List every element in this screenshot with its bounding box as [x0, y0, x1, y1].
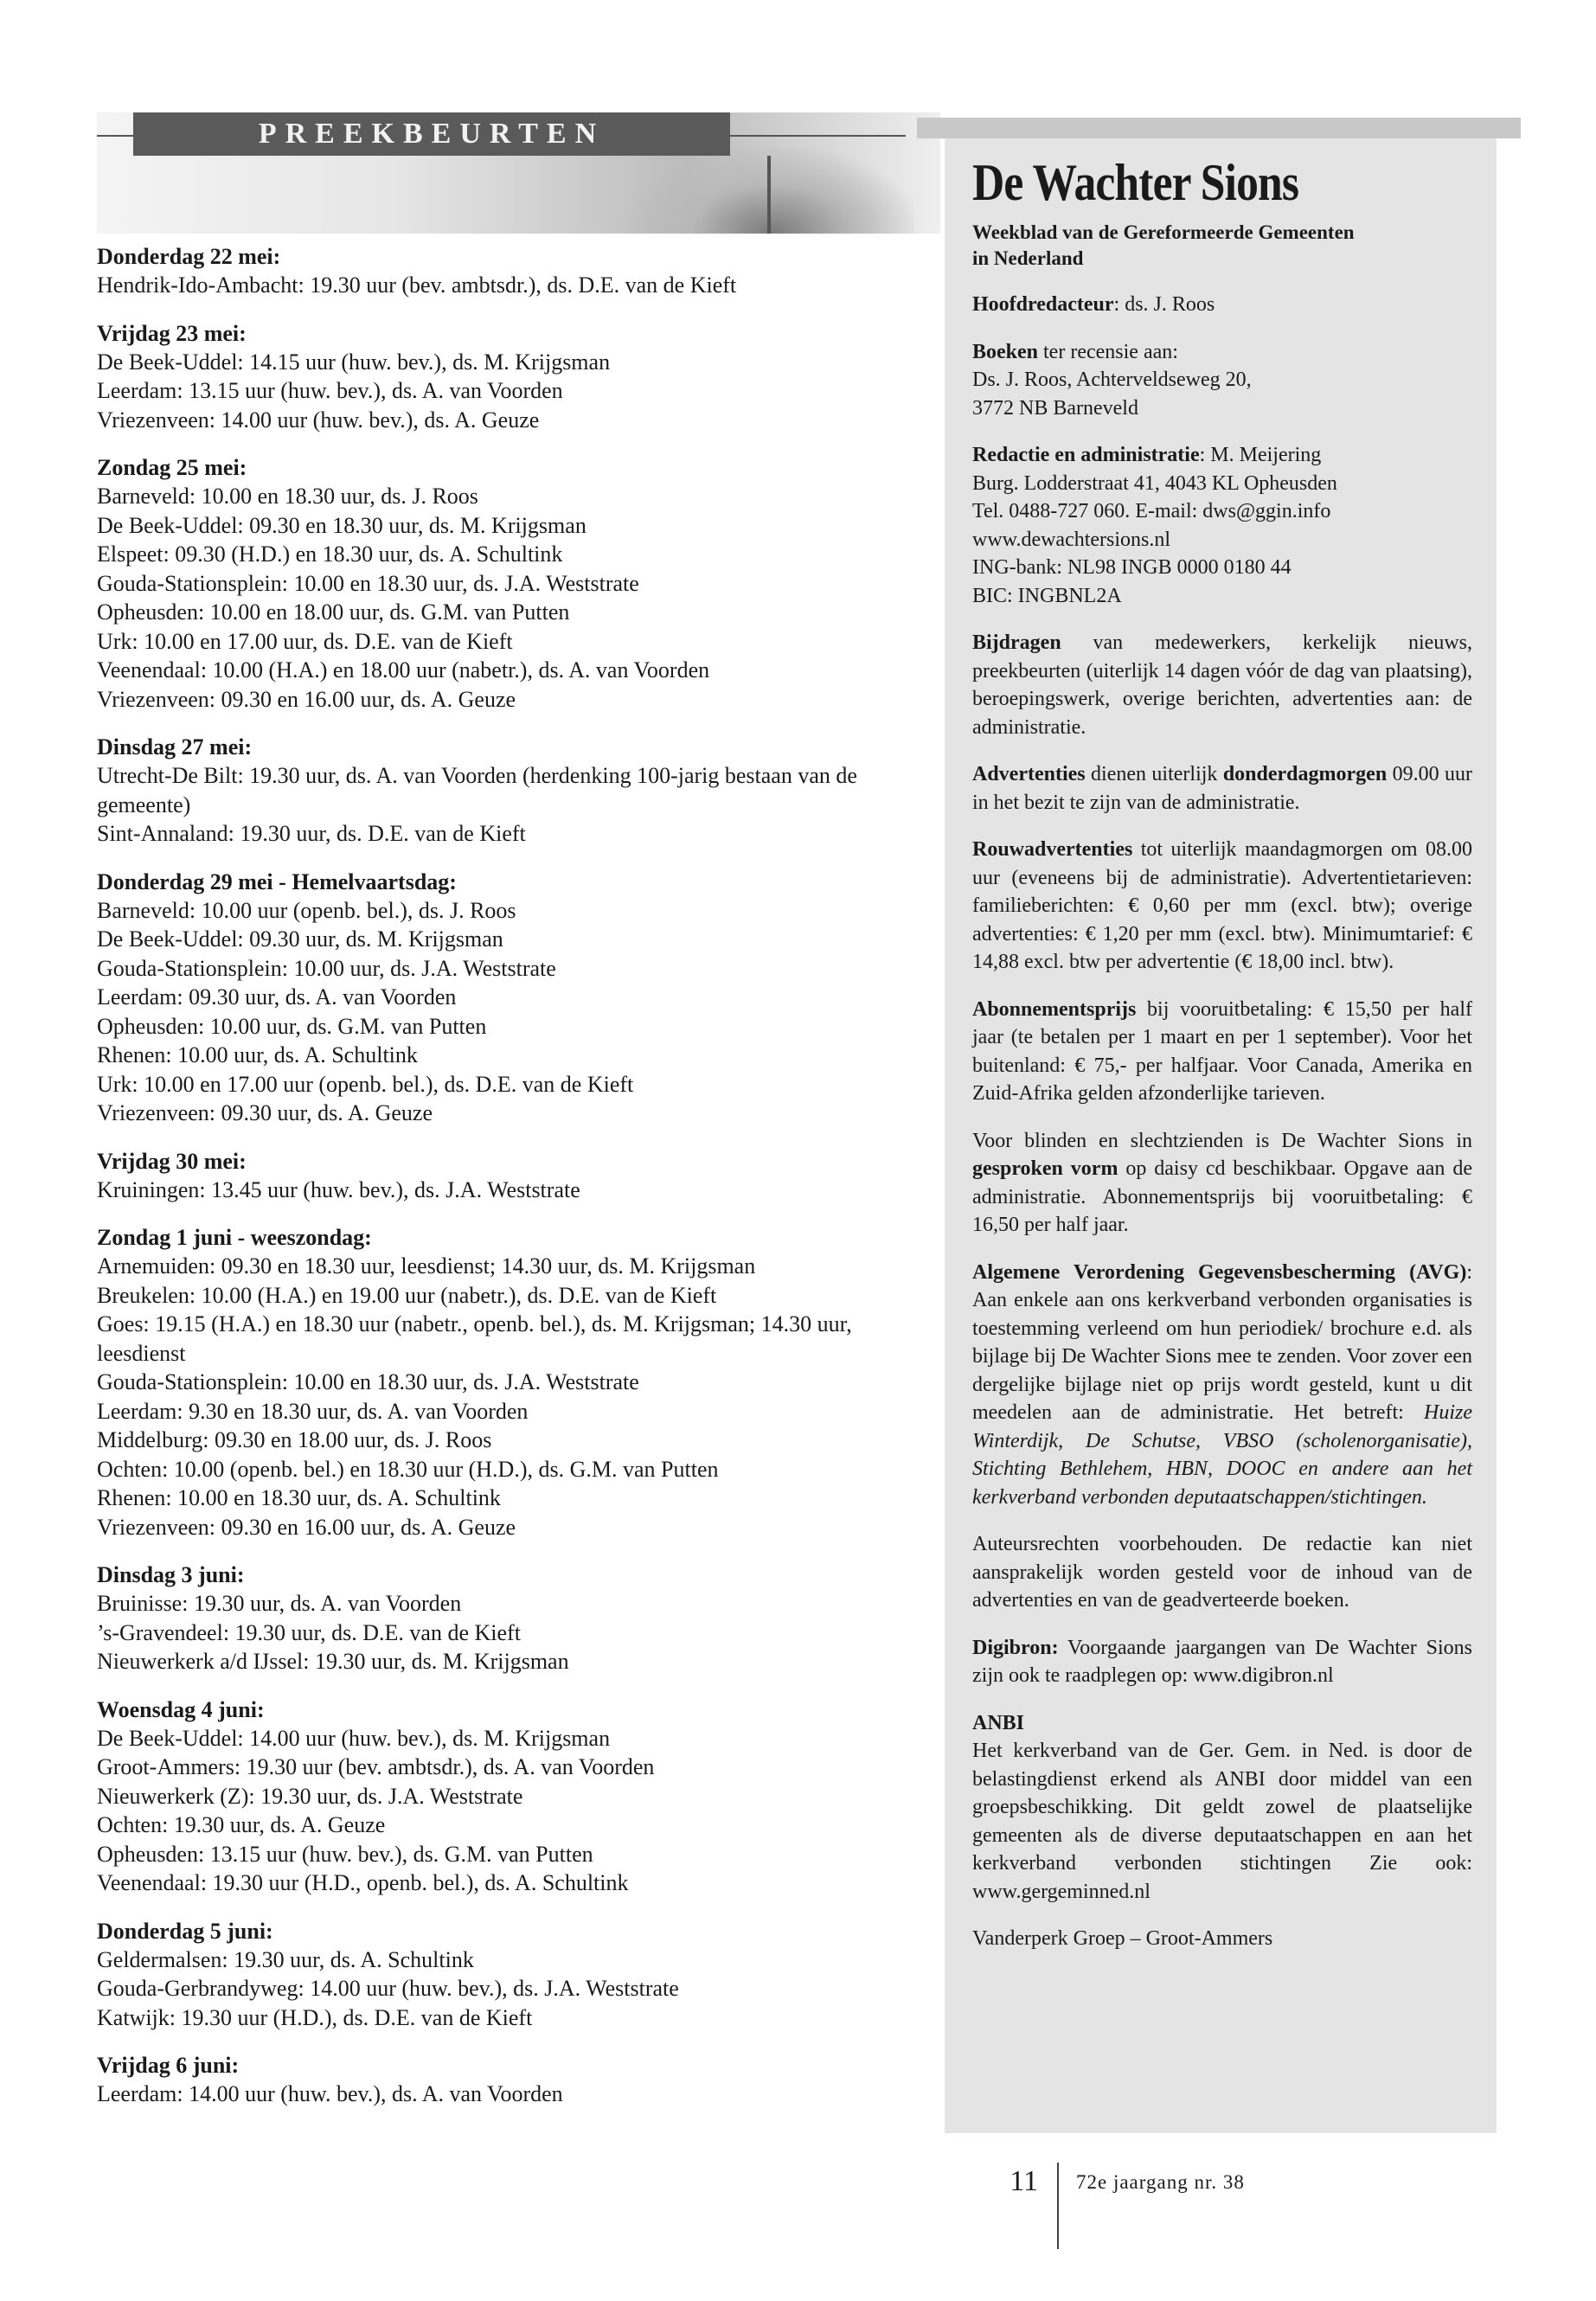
advertenties-deadline: donderdagmorgen — [1222, 763, 1388, 785]
anbi-block — [972, 1709, 1472, 1907]
subtitle-line-2: in Nederland — [972, 247, 1084, 269]
schedule-entry: Gouda-Gerbrandyweg: 14.00 uur (huw. bev.), ds. J.A. Weststrate — [97, 1976, 679, 2001]
schedule-day — [97, 242, 910, 300]
colophon-panel — [945, 118, 1497, 2133]
avg-organisations: Huize Winterdijk, De Schutse, VBSO (scholenorganisatie), Stichting Bethlehem, HBN, DOOC en andere aan het kerkverband verbonden deputaatschappen/stichtingen. — [972, 1401, 1472, 1509]
boeken-label: Boeken — [972, 340, 1039, 363]
schedule-entry: Vriezenveen: 09.30 en 16.00 uur, ds. A. Geuze — [97, 686, 516, 712]
schedule-day — [97, 733, 910, 849]
boeken-address-line-2: 3772 NB Barneveld — [972, 396, 1138, 420]
schedule-entry: Gouda-Stationsplein: 10.00 en 18.30 uur, ds. J.A. Weststrate — [97, 1369, 639, 1394]
page-number: 11 — [1010, 2165, 1038, 2197]
schedule-entry: Veenendaal: 10.00 (H.A.) en 18.00 uur (nabetr.), ds. A. van Voorden — [97, 657, 710, 683]
schedule-entry: ’s-Gravendeel: 19.30 uur, ds. D.E. van de Kieft — [97, 1619, 521, 1645]
bijdragen-label: Bijdragen — [972, 631, 1061, 654]
auteursrechten-block: Auteursrechten voorbehouden. De redactie kan niet aansprakelijk worden gesteld voor de inhoud van de advertenties en van de geadverteerde boeken. — [972, 1533, 1472, 1612]
schedule-list — [97, 242, 910, 2109]
schedule-day — [97, 1917, 910, 2033]
abonnementsprijs-label: Abonnementsprijs — [972, 997, 1137, 1021]
schedule-entry: Leerdam: 09.30 uur, ds. A. van Voorden — [97, 984, 457, 1009]
schedule-entry: De Beek-Uddel: 09.30 en 18.30 uur, ds. M. Krijgsman — [97, 512, 586, 538]
schedule-day-title: Vrijdag 30 mei: — [97, 1148, 247, 1174]
schedule-day-title: Dinsdag 27 mei: — [97, 734, 253, 760]
rouwadvertenties-label: Rouwadvertenties — [972, 838, 1133, 861]
schedule-entry: Urk: 10.00 en 17.00 uur, ds. D.E. van de Kieft — [97, 628, 513, 654]
redactie-website: www.dewachtersions.nl — [972, 528, 1171, 551]
hoofdredacteur-value: : ds. J. Roos — [1113, 293, 1215, 316]
schedule-day — [97, 1147, 910, 1205]
advertenties-text-1: dienen uiterlijk — [1085, 763, 1223, 785]
schedule-entry: Urk: 10.00 en 17.00 uur (openb. bel.), ds. D.E. van de Kieft — [97, 1071, 634, 1097]
schedule-entry: Gouda-Stationsplein: 10.00 uur, ds. J.A. Weststrate — [97, 955, 556, 981]
schedule-entry: Leerdam: 13.15 uur (huw. bev.), ds. A. van Voorden — [97, 378, 563, 403]
schedule-entry: Opheusden: 13.15 uur (huw. bev.), ds. G.M. van Putten — [97, 1841, 593, 1867]
schedule-day — [97, 2051, 910, 2109]
section-title: PREEKBEURTEN — [133, 112, 730, 156]
schedule-entry: Breukelen: 10.00 (H.A.) en 19.00 uur (nabetr.), ds. D.E. van de Kieft — [97, 1282, 717, 1308]
schedule-day-title: Zondag 1 juni - weeszondag: — [97, 1225, 372, 1250]
schedule-day-title: Donderdag 22 mei: — [97, 244, 281, 269]
schedule-entry: Utrecht-De Bilt: 19.30 uur, ds. A. van Voorden (herdenking 100-jarig bestaan van de gemeente) — [97, 763, 857, 817]
avg-block — [972, 1259, 1472, 1512]
schedule-entry: Ochten: 10.00 (openb. bel.) en 18.30 uur (H.D.), ds. G.M. van Putten — [97, 1456, 719, 1482]
schedule-entry: Ochten: 19.30 uur, ds. A. Geuze — [97, 1812, 386, 1837]
schedule-entry: Vriezenveen: 09.30 en 16.00 uur, ds. A. Geuze — [97, 1514, 516, 1540]
schedule-entry: Middelburg: 09.30 en 18.00 uur, ds. J. Roos — [97, 1427, 492, 1452]
boeken-address-line-1: Ds. J. Roos, Achterveldseweg 20, — [972, 369, 1252, 391]
schedule-entry: Rhenen: 10.00 uur, ds. A. Schultink — [97, 1042, 418, 1067]
section-header-band — [97, 112, 940, 234]
schedule-entry: De Beek-Uddel: 14.15 uur (huw. bev.), ds. M. Krijgsman — [97, 349, 611, 375]
schedule-entry: De Beek-Uddel: 09.30 uur, ds. M. Krijgsman — [97, 926, 503, 952]
schedule-day — [97, 868, 910, 1128]
schedule-entry: Veenendaal: 19.30 uur (H.D., openb. bel.), ds. A. Schultink — [97, 1870, 629, 1895]
subtitle-line-1: Weekblad van de Gereformeerde Gemeenten — [972, 221, 1355, 243]
avg-label: Algemene Verordening Gegevensbescherming (AVG) — [972, 1260, 1467, 1284]
schedule-day — [97, 319, 910, 435]
advertenties-text-2: 09.00 uur in het bezit te zijn van de administratie. — [972, 763, 1472, 814]
gesproken-vorm: gesproken vorm — [972, 1157, 1118, 1180]
schedule-day — [97, 1561, 910, 1676]
masthead-bar — [917, 118, 1521, 138]
redactie-label: Redactie en administratie — [972, 444, 1200, 466]
blinden-text-2: op daisy cd beschikbaar. Opgave aan de administratie. Abonnementsprijs bij vooruitbetaling: € 16,50 per half jaar. — [972, 1157, 1472, 1236]
schedule-day — [97, 453, 910, 714]
masthead-title: De Wachter Sions — [972, 154, 1299, 211]
schedule-day — [97, 1223, 910, 1541]
avg-text: : Aan enkele aan ons kerkverband verbonden organisaties is toestemming verleend om hun periodiek/ brochure e.d. als bijlage bij De Wachter Sions mee te zenden. Voor zover een dergelijke bijlage niet op prijs wordt gesteld, kunt u dit meedelen aan de administratie. Het betreft: — [972, 1260, 1472, 1424]
schedule-entry: Nieuwerkerk (Z): 19.30 uur, ds. J.A. Weststrate — [97, 1783, 523, 1809]
advertenties-label: Advertenties — [972, 763, 1086, 785]
schedule-entry: Vriezenveen: 14.00 uur (huw. bev.), ds. A. Geuze — [97, 407, 540, 433]
schedule-entry: Nieuwerkerk a/d IJssel: 19.30 uur, ds. M. Krijgsman — [97, 1649, 569, 1674]
schedule-entry: Katwijk: 19.30 uur (H.D.), ds. D.E. van de Kieft — [97, 2004, 533, 2030]
schedule-day-title: Donderdag 5 juni: — [97, 1918, 273, 1944]
redactie-block — [972, 441, 1472, 610]
digibron-text: Voorgaande jaargangen van De Wachter Sions zijn ook te raadplegen op: www.digibron.nl — [972, 1636, 1472, 1687]
schedule-day-title: Dinsdag 3 juni: — [97, 1562, 245, 1587]
hoofdredacteur-label: Hoofdredacteur — [972, 293, 1114, 316]
schedule-entry: De Beek-Uddel: 14.00 uur (huw. bev.), ds. M. Krijgsman — [97, 1725, 611, 1751]
schedule-entry: Barneveld: 10.00 uur (openb. bel.), ds. J. Roos — [97, 897, 516, 923]
schedule-day-title: Vrijdag 23 mei: — [97, 320, 247, 346]
blinden-block — [972, 1127, 1472, 1240]
schedule-day-title: Vrijdag 6 juni: — [97, 2053, 240, 2078]
advertenties-block — [972, 760, 1472, 817]
schedule-entry: Groot-Ammers: 19.30 uur (bev. ambtsdr.), ds. A. van Voorden — [97, 1754, 655, 1779]
schedule-entry: Goes: 19.15 (H.A.) en 18.30 uur (nabetr., openb. bel.), ds. M. Krijgsman; 14.30 uur, leesdienst — [97, 1311, 852, 1366]
bijdragen-block — [972, 629, 1472, 741]
redactie-contact: Tel. 0488-727 060. E-mail: dws@ggin.info — [972, 500, 1331, 522]
schedule-entry: Opheusden: 10.00 uur, ds. G.M. van Putten — [97, 1013, 487, 1039]
footer-divider — [1057, 2163, 1059, 2249]
schedule-day — [97, 1695, 910, 1898]
abonnementsprijs-text: bij vooruitbetaling: € 15,50 per half jaar (te betalen per 1 maart en per 1 september). Voor het buitenland: € 75,- per halfjaar. Voor Canada, Amerika en Zuid-Afrika gelden afzonderlijke tarieven. — [972, 997, 1472, 1105]
schedule-entry: Leerdam: 9.30 en 18.30 uur, ds. A. van Voorden — [97, 1398, 529, 1424]
schedule-day-title: Woensdag 4 juni: — [97, 1696, 265, 1722]
redactie-value: : M. Meijering — [1199, 444, 1322, 466]
hoofdredacteur-block — [972, 291, 1472, 319]
anbi-text: Het kerkverband van de Ger. Gem. in Ned. is door de belastingdienst erkend als ANBI door middel van een groepsbeschikking. Dit geldt zowel de plaatselijke gemeenten als de diverse deputaatschappen en aan het kerkverband verbonden stichtingen Zie ook: www.gergeminned.nl — [972, 1740, 1472, 1903]
schedule-entry: Opheusden: 10.00 en 18.00 uur, ds. G.M. van Putten — [97, 599, 570, 625]
digibron-block — [972, 1634, 1472, 1690]
schedule-entry: Arnemuiden: 09.30 en 18.30 uur, leesdienst; 14.30 uur, ds. M. Krijgsman — [97, 1253, 756, 1279]
schedule-entry: Leerdam: 14.00 uur (huw. bev.), ds. A. van Voorden — [97, 2081, 563, 2106]
schedule-entry: Rhenen: 10.00 en 18.30 uur, ds. A. Schultink — [97, 1485, 501, 1510]
rouwadvertenties-text: tot uiterlijk maandagmorgen om 08.00 uur (eveneens bij de administratie). Advertentietarieven: familieberichten: € 0,60 per mm (excl. btw); overige advertenties: € 1,20 per mm (excl. btw). Minimumtarief: € 14,88 excl. btw per advertentie (€ 18,00 incl. btw). — [972, 838, 1472, 973]
masthead-subtitle — [972, 220, 1472, 272]
schedule-day-title: Donderdag 29 mei - Hemelvaartsdag: — [97, 868, 457, 894]
bijdragen-text: van medewerkers, kerkelijk nieuws, preekbeurten (uiterlijk 14 dagen vóór de dag van plaatsing), beroepingswerk, overige berichten, advertenties aan: de administratie. — [972, 631, 1472, 739]
schedule-entry: Hendrik-Ido-Ambacht: 19.30 uur (bev. ambtsdr.), ds. D.E. van de Kieft — [97, 272, 737, 298]
rouwadvertenties-block — [972, 836, 1472, 977]
redactie-address: Burg. Lodderstraat 41, 4043 KL Opheusden — [972, 471, 1337, 495]
drukker-line: Vanderperk Groep – Groot-Ammers — [972, 1927, 1273, 1950]
schedule-entry: Barneveld: 10.00 en 18.30 uur, ds. J. Roos — [97, 484, 478, 509]
anbi-label: ANBI — [972, 1711, 1025, 1734]
schedule-entry: Gouda-Stationsplein: 10.00 en 18.30 uur, ds. J.A. Weststrate — [97, 570, 639, 596]
open-bible-image — [629, 147, 914, 234]
issue-label: 72e jaargang nr. 38 — [1076, 2171, 1245, 2193]
abonnementsprijs-block — [972, 996, 1472, 1108]
schedule-entry: Kruiningen: 13.45 uur (huw. bev.), ds. J.A. Weststrate — [97, 1176, 580, 1202]
schedule-entry: Geldermalsen: 19.30 uur, ds. A. Schultink — [97, 1946, 474, 1972]
schedule-entry: Vriezenveen: 09.30 uur, ds. A. Geuze — [97, 1100, 433, 1125]
redactie-bic: BIC: INGBNL2A — [972, 584, 1122, 607]
boeken-block — [972, 338, 1472, 423]
schedule-day-title: Zondag 25 mei: — [97, 455, 247, 480]
redactie-bank: ING-bank: NL98 INGB 0000 0180 44 — [972, 556, 1292, 579]
digibron-label: Digibron: — [972, 1636, 1059, 1659]
boeken-text: ter recensie aan: — [1038, 340, 1178, 363]
preekbeurten-column — [97, 112, 910, 2128]
blinden-text-1: Voor blinden en slechtzienden is De Wachter Sions in — [972, 1129, 1472, 1152]
schedule-entry: Sint-Annaland: 19.30 uur, ds. D.E. van de Kieft — [97, 821, 526, 846]
schedule-entry: Elspeet: 09.30 (H.D.) en 18.30 uur, ds. A. Schultink — [97, 542, 563, 567]
schedule-entry: Bruinisse: 19.30 uur, ds. A. van Voorden — [97, 1591, 462, 1616]
